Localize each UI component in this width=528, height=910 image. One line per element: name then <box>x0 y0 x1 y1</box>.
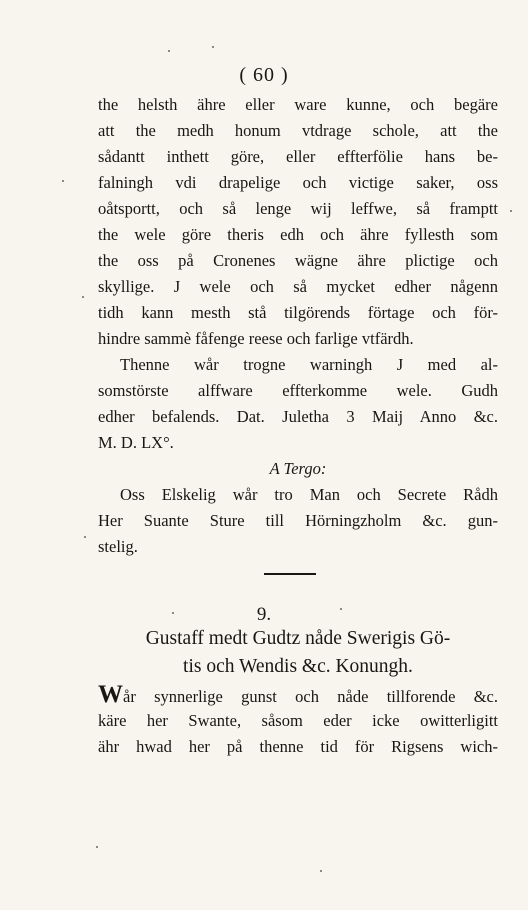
address-line: stelig. <box>98 537 138 556</box>
first-line-text: år synnerlige gunst och nåde tillforende &c. <box>123 687 498 706</box>
text-line <box>98 682 498 708</box>
drop-cap: W <box>98 681 123 708</box>
text-line: the helsth ähre eller ware kunne, och begäre <box>98 95 498 114</box>
paper-speck <box>320 870 322 872</box>
text-line: sådantt inthett göre, eller effterfölie hans be- <box>98 147 498 166</box>
text-line: M. D. LX°. <box>98 433 174 452</box>
section-number: 9. <box>256 604 272 625</box>
text-line: oåtsportt, och så lenge wij leffwe, så framptt <box>98 199 498 218</box>
letter-heading <box>98 625 498 681</box>
text-line: falningh vdi drapelige och victige saker, oss <box>98 173 498 192</box>
address-line: Oss Elskelig wår tro Man och Secrete Rådh <box>120 485 498 504</box>
text-line: edher befalends. Dat. Juletha 3 Maij Anno &c. <box>98 407 498 426</box>
text-line: käre her Swante, såsom eder icke owitterligitt <box>98 711 498 730</box>
letter-body <box>98 92 498 560</box>
paper-speck <box>340 608 342 610</box>
text-line: ähr hwad her på thenne tid för Rigsens wich- <box>98 737 498 756</box>
paper-speck <box>212 46 214 48</box>
text-line: the wele göre theris edh och ähre fyllesth som <box>98 225 498 244</box>
text-line: hindre sammè fåfenge reese och farlige vtfärdh. <box>98 329 414 348</box>
text-line: tidh kann mesth stå tilgörends förtage och för- <box>98 303 498 322</box>
section-divider <box>264 573 316 575</box>
paper-speck <box>510 210 512 212</box>
heading-line: Gustaff medt Gudtz nåde Swerigis Gö- <box>145 628 451 649</box>
paper-speck <box>84 536 86 538</box>
heading-line: tis och Wendis &c. Konungh. <box>183 656 413 677</box>
text-line: somstörste alffware effterkomme wele. Gudh <box>98 381 498 400</box>
paper-speck <box>168 50 170 52</box>
a-tergo-label: A Tergo: <box>269 459 327 478</box>
text-line: the oss på Cronenes wägne ähre plictige och <box>98 251 498 270</box>
page-number: ( 60 ) <box>239 64 289 86</box>
text-line: att the medh honum vtdrage schole, att the <box>98 121 498 140</box>
text-line: skyllige. J wele och så mycket edher någenn <box>98 277 498 296</box>
address-line: Her Suante Sture till Hörningzholm &c. gun- <box>98 511 498 530</box>
text-line: Thenne wår trogne warningh J med al- <box>120 355 498 374</box>
next-letter-body <box>98 682 498 760</box>
paper-speck <box>172 612 174 614</box>
paper-speck <box>96 846 98 848</box>
paper-speck <box>62 180 64 182</box>
paper-speck <box>82 296 84 298</box>
